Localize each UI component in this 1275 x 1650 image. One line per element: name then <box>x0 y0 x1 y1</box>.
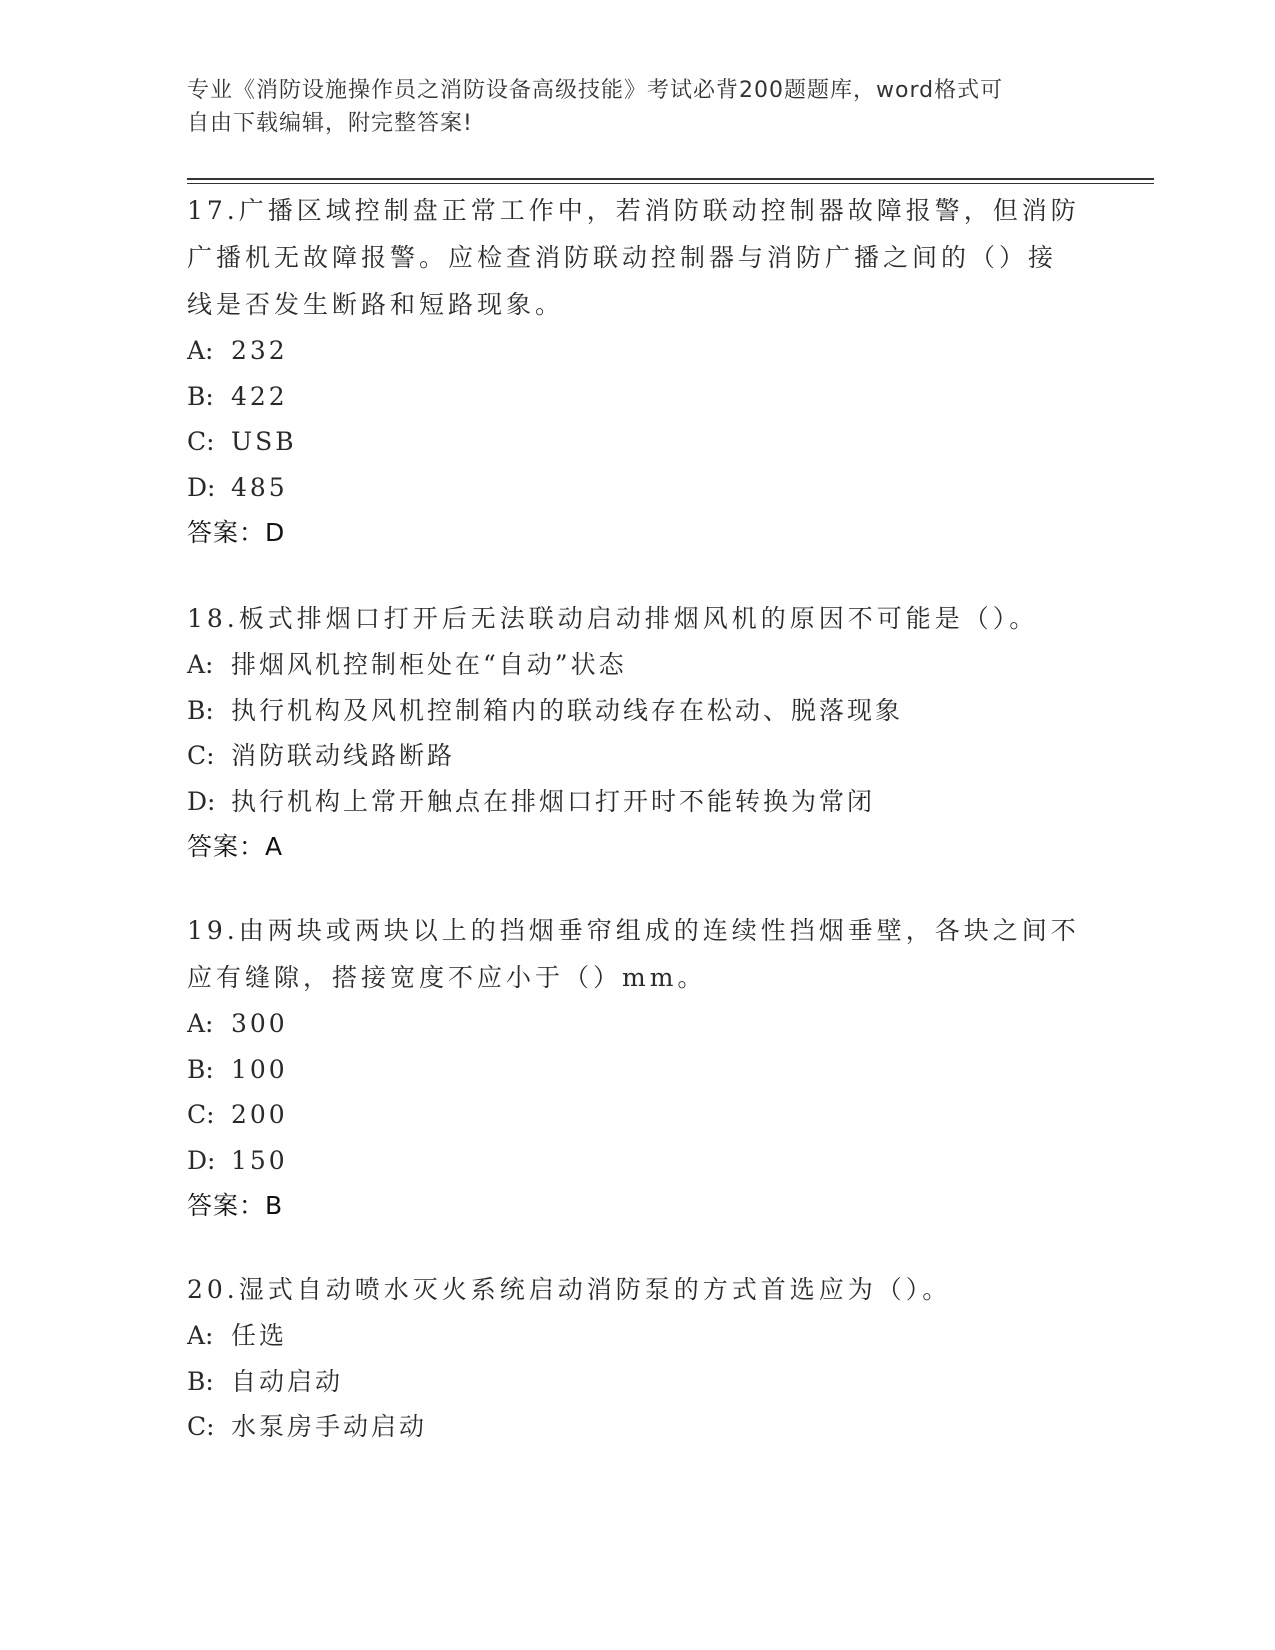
option-key: C: <box>187 427 215 456</box>
option-c <box>187 419 1087 465</box>
option-key: C: <box>187 741 215 770</box>
stem-line: 20.湿式自动喷水灭火系统启动消防泵的方式首选应为（）。 <box>187 1275 952 1304</box>
option-text: 任选 <box>231 1321 288 1350</box>
option-text: 水泵房手动启动 <box>231 1412 428 1441</box>
header-divider-thick <box>187 178 1154 180</box>
option-key: B: <box>187 695 214 725</box>
option-key: C: <box>187 1100 215 1129</box>
option-key: B: <box>187 381 214 411</box>
option-d <box>187 465 1087 511</box>
stem-line: 应有缝隙，搭接宽度不应小于（）mm。 <box>187 963 707 992</box>
option-c <box>187 1404 1087 1450</box>
option-a <box>187 1313 1087 1359</box>
option-text: 执行机构上常开触点在排烟口打开时不能转换为常闭 <box>231 786 876 816</box>
option-b <box>187 374 1087 420</box>
option-d <box>187 779 1087 825</box>
header-line-1: 专业《消防设施操作员之消防设备高级技能》考试必背200题题库，word格式可 <box>187 78 1004 103</box>
option-b <box>187 688 1087 734</box>
option-text: 300 <box>231 1009 288 1038</box>
option-a <box>187 328 1087 374</box>
option-key: C: <box>187 1412 215 1441</box>
option-text: 排烟风机控制柜处在“自动”状态 <box>231 650 627 679</box>
option-key: B: <box>187 1366 214 1396</box>
option-d <box>187 1138 1087 1184</box>
stem-line: 19.由两块或两块以上的挡烟垂帘组成的连续性挡烟垂壁，各块之间不 <box>187 916 1080 945</box>
option-a <box>187 1001 1087 1047</box>
answer-text: 答案：D <box>187 518 286 547</box>
header-divider-thin <box>187 183 1154 184</box>
option-text: 200 <box>231 1100 288 1129</box>
option-a <box>187 642 1087 688</box>
option-key: A: <box>187 650 214 679</box>
option-key: A: <box>187 1009 214 1038</box>
stem-line: 广播机无故障报警。应检查消防联动控制器与消防广播之间的（）接 <box>187 243 1058 272</box>
option-key: D: <box>187 786 216 816</box>
option-key: A: <box>187 336 214 365</box>
option-text: 100 <box>231 1054 288 1084</box>
option-text: 485 <box>231 472 288 502</box>
question-20 <box>187 1266 1087 1450</box>
option-text: 自动启动 <box>231 1366 344 1396</box>
option-text: 150 <box>231 1145 288 1175</box>
question-stem <box>187 907 1087 1001</box>
stem-line: 线是否发生断路和短路现象。 <box>187 290 565 319</box>
question-stem <box>187 1266 1087 1313</box>
option-key: D: <box>187 472 216 502</box>
answer-text: 答案：A <box>187 832 284 861</box>
document-header <box>187 74 1067 140</box>
option-key: A: <box>187 1321 214 1350</box>
header-line-2: 自由下载编辑，附完整答案! <box>187 111 473 136</box>
stem-line: 17.广播区域控制盘正常工作中，若消防联动控制器故障报警，但消防 <box>187 196 1080 225</box>
stem-line: 18.板式排烟口打开后无法联动启动排烟风机的原因不可能是（）。 <box>187 604 1039 633</box>
option-key: B: <box>187 1054 214 1084</box>
option-text: 422 <box>231 381 288 411</box>
answer-text: 答案：B <box>187 1191 284 1220</box>
option-text: 执行机构及风机控制箱内的联动线存在松动、脱落现象 <box>231 695 904 725</box>
option-text: 232 <box>231 336 288 365</box>
question-17 <box>187 187 1087 556</box>
option-text: USB <box>231 427 297 456</box>
option-text: 消防联动线路断路 <box>231 741 456 770</box>
question-19 <box>187 907 1087 1229</box>
question-stem <box>187 187 1087 328</box>
option-key: D: <box>187 1145 216 1175</box>
option-b <box>187 1359 1087 1405</box>
option-b <box>187 1047 1087 1093</box>
question-18 <box>187 595 1087 870</box>
question-stem <box>187 595 1087 642</box>
option-c <box>187 733 1087 779</box>
option-c <box>187 1092 1087 1138</box>
